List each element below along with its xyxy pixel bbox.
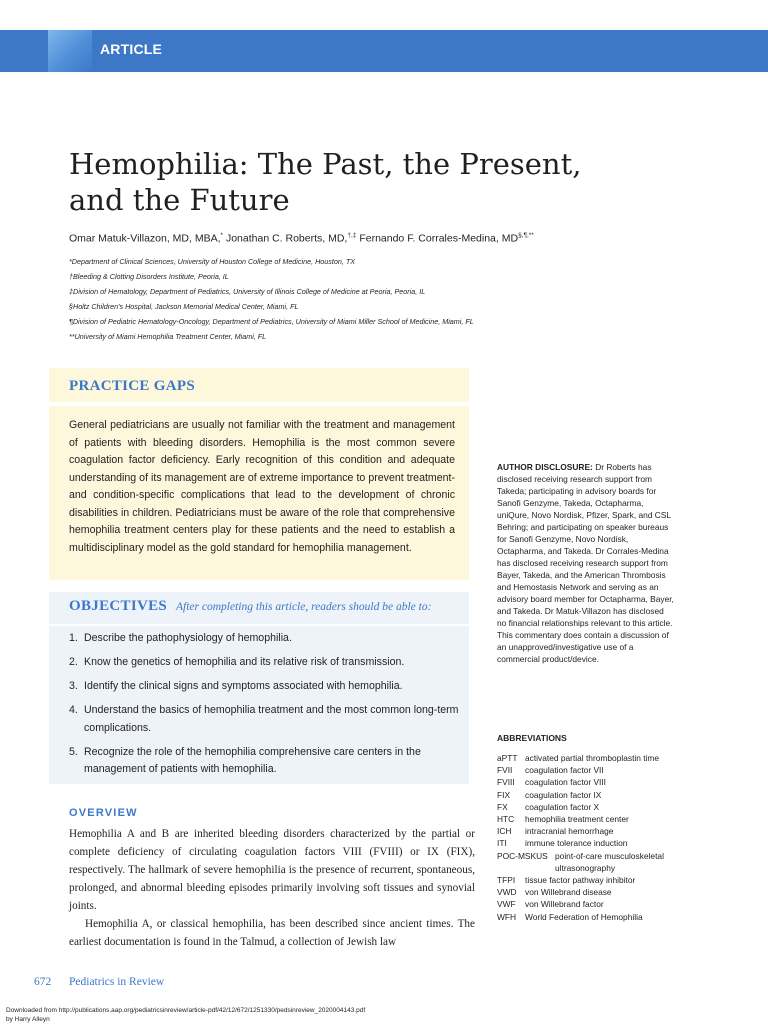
abbreviation-term: VWF [497,899,516,910]
abbreviation-term: FIX [497,789,511,800]
objectives-intro: After completing this article, readers should be able to: [176,601,432,613]
abbreviation-definition: immune tolerance induction [525,838,628,849]
abbreviation-term: aPTT [497,753,518,763]
abbreviations-list [497,752,687,923]
objective-number: 4. [69,704,78,716]
objective-item [69,678,459,696]
affiliation: ‡Division of Hematology, Department of Pediatrics, University of Illinois College of Medicine at Peoria, Peoria, IL [69,287,426,296]
abbreviation-row [497,837,687,849]
abbreviation-definition: coagulation factor VII [525,765,604,776]
abbreviation-term: ICH [497,826,512,837]
abbreviation-term: WFH [497,911,517,922]
section-label: ARTICLE [100,41,163,57]
objective-number: 1. [69,632,78,644]
affiliations [69,254,629,344]
objective-text: Know the genetics of hemophilia and its relative risk of transmission. [84,656,405,668]
practice-gaps-text: General pediatricians are usually not familiar with the treatment and management of patients with bleeding disorders. Hemophilia is the most common severe coagulation factor deficiency. Early recognition of this condition and adequate understanding of its management are of extreme importance to prevent treatment- and condition-specific complications that lead to the development of chronic disabilities in children. Pediatricians must be aware of the role that comprehensive hemophilia treatment centers play for these patients and the need to establish a multidisciplinary model as the gold standard for hemophilia management. [69,419,455,554]
objective-item [69,702,459,737]
download-notice: Downloaded from http://publications.aap.org/pediatricsinreview/article-pdf/42/12/672/1251330/pedsinreview_2020004143.pdf [6,1007,366,1014]
objective-text: Understand the basics of hemophilia treatment and the most common long-term complications. [84,704,459,734]
objectives-list [69,630,459,785]
objective-item [69,654,459,672]
abbreviation-row [497,898,687,910]
abbreviation-definition: tissue factor pathway inhibitor [525,875,636,886]
overview-paragraph-2: Hemophilia A, or classical hemophilia, has been described since ancient times. The earliest documentation is found in the Talmud, a collection of Jewish law [69,918,475,948]
objective-text: Identify the clinical signs and symptoms associated with hemophilia. [84,680,403,692]
abbreviation-term: ITI [497,838,507,849]
affiliation: §Holtz Children's Hospital, Jackson Memorial Medical Center, Miami, FL [69,302,299,311]
abbreviation-definition: hemophilia treatment center [525,814,629,825]
abbreviation-definition: World Federation of Hemophilia [525,911,643,922]
abbreviation-row [497,813,687,825]
abbreviation-row [497,789,687,801]
abbreviation-term: HTC [497,814,515,825]
abbreviation-term: FVII [497,765,513,776]
abbreviation-definition: coagulation factor X [525,801,600,812]
practice-gaps-heading: PRACTICE GAPS [69,378,195,394]
objective-text: Recognize the role of the hemophilia comprehensive care centers in the management of patients with hemophilia. [84,745,421,775]
author-name: Jonathan C. Roberts, MD, [225,232,348,245]
abbreviation-definition: point-of-care musculoskeletal ultrasonography [555,850,664,873]
page-number: 672 [34,976,52,988]
abbreviation-definition: von Willebrand factor [525,899,604,910]
journal-name: Pediatrics in Review [69,976,165,988]
abbreviation-term: FVIII [497,777,515,788]
objectives-heading: OBJECTIVES [69,598,168,614]
title-line-1: Hemophilia: The Past, the Present, [69,147,582,181]
abbreviation-row [497,825,687,837]
abbreviation-row [497,911,687,923]
author-line [69,232,534,245]
download-notice-user: by Harry Alleyn [6,1016,50,1023]
abbreviation-row [497,764,687,776]
author-disclosure [497,461,675,665]
abbreviation-definition: von Willebrand disease [525,887,612,898]
abbreviation-definition: intracranial hemorrhage [525,826,614,837]
abbreviation-row [497,886,687,898]
objective-text: Describe the pathophysiology of hemophilia. [84,632,292,644]
abbreviation-row [497,776,687,788]
author-mark: §,¶,** [518,232,534,239]
abbreviation-row [497,874,687,886]
author-mark: †,‡ [347,232,357,239]
author-name: Fernando F. Corrales-Medina, MD [359,232,519,245]
objective-item [69,744,459,779]
abbreviation-row [497,752,687,764]
header-accent-block [48,30,92,72]
abbreviation-term: VWD [497,887,517,898]
disclosure-label: AUTHOR DISCLOSURE: [497,462,593,472]
abbreviation-definition: coagulation factor VIII [525,777,607,788]
author-name: Omar Matuk-Villazon, MD, MBA, [69,232,221,245]
abbreviation-definition: coagulation factor IX [525,789,602,800]
overview-heading: OVERVIEW [69,807,138,819]
objective-item [69,630,459,648]
affiliation: ¶Division of Pediatric Hematology-Oncology, Department of Pediatrics, University of Miami Miller School of Medicine, Miami, FL [69,317,474,326]
abbreviation-definition: activated partial thromboplastin time [525,753,660,763]
abbreviation-term: TFPI [497,875,516,886]
affiliation: *Department of Clinical Sciences, University of Houston College of Medicine, Houston, TX [69,257,356,266]
overview-paragraph-1: Hemophilia A and B are inherited bleeding disorders characterized by the partial or complete deficiency of circulating coagulation factors VIII (FVIII) or IX (FIX), respectively. The hallmark of severe hemophilia is the presence of recurrent, spontaneous, prolonged, and abnormal bleeding episodes primarily involving soft tissues and synovial joints. [69,828,475,912]
affiliation: †Bleeding & Clotting Disorders Institute, Peoria, IL [69,272,229,281]
objective-number: 5. [69,745,78,758]
abbreviation-term: POC-MSKUS [497,850,548,861]
article-title [69,146,629,218]
abbreviation-row [497,801,687,813]
author-mark: * [220,232,224,239]
abbreviation-term: FX [497,801,508,812]
objective-number: 2. [69,656,78,668]
overview-body [69,825,475,951]
affiliation: **University of Miami Hemophilia Treatment Center, Miami, FL [69,332,267,341]
objective-number: 3. [69,680,78,692]
abbreviations-heading: ABBREVIATIONS [497,733,567,743]
title-line-2: and the Future [69,183,290,217]
disclosure-text: Dr Roberts has disclosed receiving research support from Takeda; participating in advisory boards for Sanofi Genzyme, Takeda, Octapharma, uniQure, Novo Nordisk, Pfizer, Spark, and CSL Behring; and participating on speaker bureaus for Sanofi Genzyme, Novo Nordisk, Octapharma, and Takeda. Dr Corrales-Medina has disclosed receiving research support from Bayer, Takeda, and the American Thrombosis and Hemostasis Network and serving as an advisory board member for Octapharma, Bayer, and Takeda. Dr Matuk-Villazon has disclosed no financial relationships relevant to this article. This commentary does contain a discussion of an unapproved/investigative use of a commercial product/device. [497,462,674,664]
abbreviation-row [497,850,687,874]
